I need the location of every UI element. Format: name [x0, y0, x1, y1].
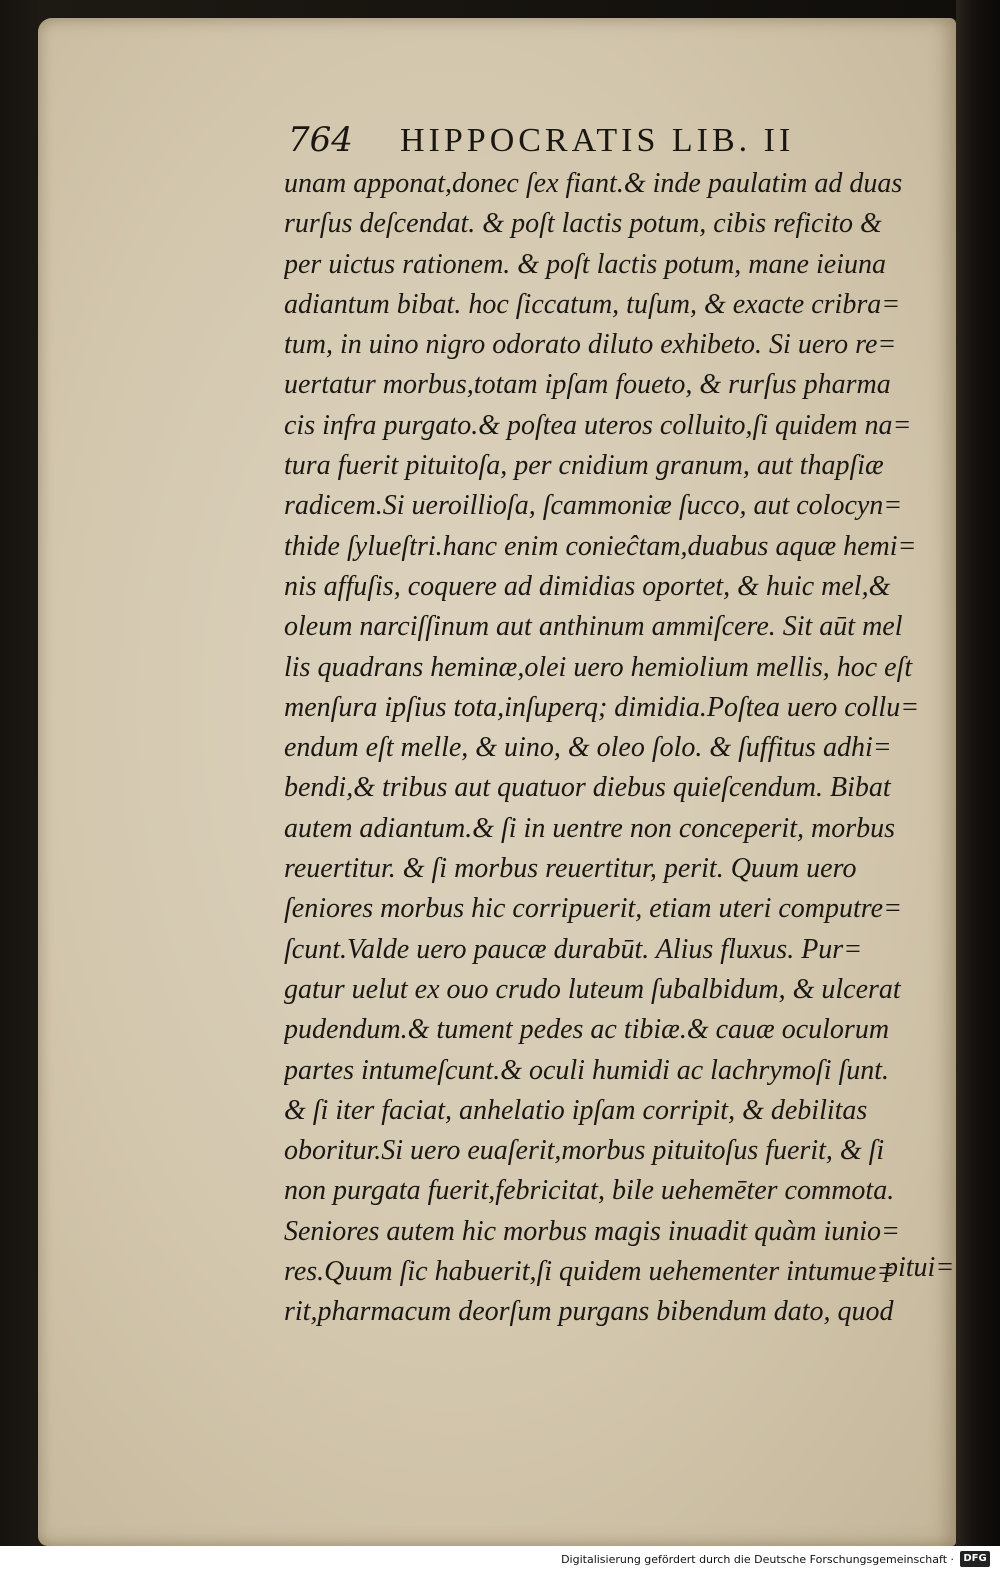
funding-credit: Digitalisierung gefördert durch die Deutsche Forschungsgemeinschaft · — [561, 1553, 954, 1566]
text-line: gatur uelut ex ouo crudo luteum ſubalbidum, & ulcerat — [284, 973, 901, 1005]
text-line: reuertitur. & ſi morbus reuertitur, perit. Quum uero — [284, 853, 857, 885]
catchword: pitui= — [884, 1252, 955, 1283]
text-line: bendi,& tribus aut quatuor diebus quieſcendum. Bibat — [284, 772, 891, 804]
text-line: ſcunt.Valde uero paucæ durabūt. Alius fluxus. Pur= — [284, 933, 863, 965]
running-title: HIPPOCRATIS LIB. II — [400, 122, 795, 159]
text-line: thide ſylueſtri.hanc enim conieĉtam,duabus aquæ hemi= — [284, 530, 917, 562]
text-line: tum, in uino nigro odorato diluto exhibeto. Si uero re= — [284, 329, 897, 361]
text-line: partes intumeſcunt.& oculi humidi ac lachrymoſi ſunt. — [284, 1054, 890, 1086]
text-line: cis infra purgato.& poſtea uteros colluito,ſi quidem na= — [284, 409, 912, 441]
page-number: 764 — [288, 120, 353, 160]
text-line: pudendum.& tument pedes ac tibiæ.& cauæ oculorum — [284, 1014, 890, 1046]
text-line: nis affuſis, coquere ad dimidias oportet, & huic mel,& — [284, 570, 891, 602]
text-line: Seniores autem hic morbus magis inuadit quàm iunio= — [284, 1215, 900, 1247]
text-line: uertatur morbus,totam ipſam foueto, & rurſus pharma — [284, 369, 891, 401]
text-line: tura fuerit pituitoſa, per cnidium granum, aut thapſiæ — [284, 450, 884, 482]
dfg-logo-icon: DFG — [960, 1551, 990, 1567]
text-line: & ſi iter faciat, anhelatio ipſam corripit, & debilitas — [284, 1094, 868, 1126]
text-line: adiantum bibat. hoc ſiccatum, tuſum, & exacte cribra= — [284, 288, 901, 320]
text-line: per uictus rationem. & poſt lactis potum, mane ieiuna — [284, 248, 886, 280]
text-line: res.Quum ſic habuerit,ſi quidem uehementer intumue= — [284, 1256, 896, 1288]
text-line: endum eſt melle, & uino, & oleo ſolo. & ſuffitus adhi= — [284, 732, 892, 764]
text-line: rit,pharmacum deorſum purgans bibendum dato, quod — [284, 1296, 894, 1328]
text-line: oboritur.Si uero euaſerit,morbus pituitoſus fuerit, & ſi — [284, 1135, 885, 1167]
text-line: oleum narciſſinum aut anthinum ammiſcere. Sit aūt mel — [284, 611, 903, 643]
text-line: ſeniores morbus hic corripuerit, etiam uteri computre= — [284, 893, 902, 925]
text-line: non purgata fuerit,febricitat, bile uehemēter commota. — [284, 1175, 895, 1207]
page-binding-edge — [956, 0, 1000, 1546]
text-line: rurſus deſcendat. & poſt lactis potum, cibis reficito & — [284, 208, 882, 240]
text-line: lis quadrans heminæ,olei uero hemiolium mellis, hoc eſt — [284, 651, 913, 683]
text-line: autem adiantum.& ſi in uentre non conceperit, morbus — [284, 812, 895, 844]
text-line: radicem.Si ueroillioſa, ſcammoniæ ſucco, aut colocyn= — [284, 490, 903, 522]
text-line: menſura ipſius tota,inſuperq; dimidia.Poſtea uero collu= — [284, 691, 920, 723]
text-line: unam apponat,donec ſex fiant.& inde paulatim ad duas — [284, 168, 903, 199]
body-text — [284, 164, 956, 1333]
